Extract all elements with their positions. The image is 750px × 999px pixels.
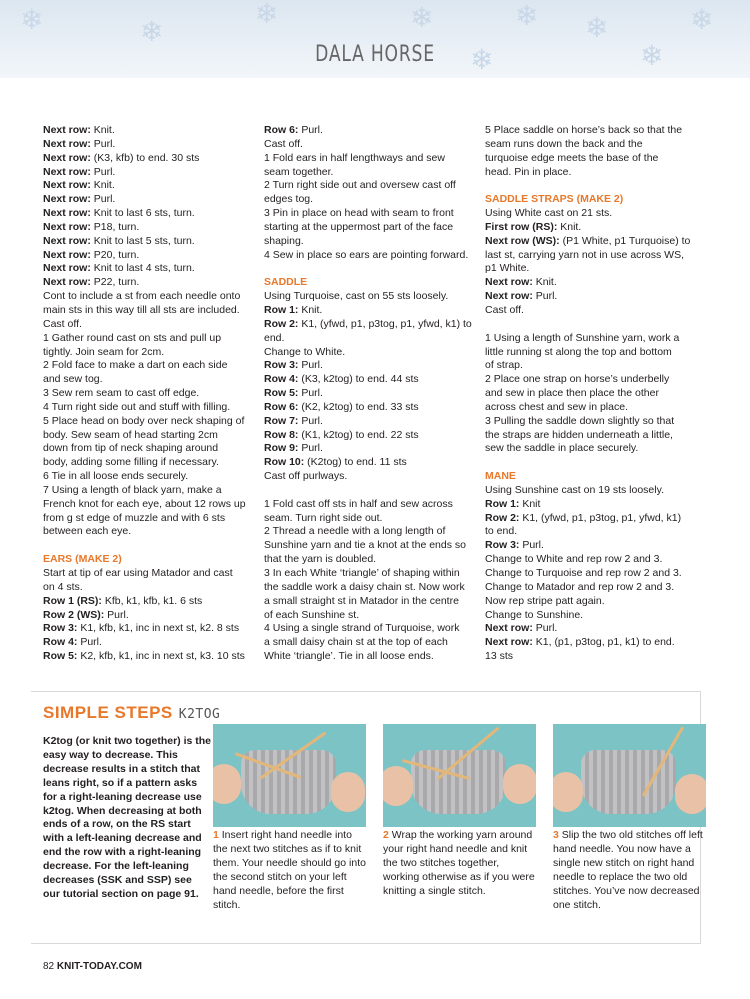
row-label: Next row: (485, 276, 533, 289)
pattern-line (264, 359, 479, 373)
pattern-line (264, 221, 479, 235)
pattern-line (485, 429, 715, 443)
row-label: First row (RS): (485, 220, 558, 233)
pattern-line (485, 539, 715, 553)
row-text: (K1, k2tog) to end. 22 sts (298, 428, 419, 441)
row-label: Next row: (43, 165, 91, 178)
simple-steps-title: SIMPLE STEPS K2TOG (43, 703, 221, 722)
section-heading: MANE (485, 470, 516, 483)
row-text: Purl. (532, 290, 558, 303)
row-text: 5 Place saddle on horse’s back so that the (485, 124, 683, 136)
row-text: seam. Turn right side out. (264, 511, 383, 524)
row-text: little running st along the top and bottom (485, 345, 672, 358)
row-text: 6 Tie in all loose ends securely. (43, 470, 189, 483)
row-label: Next row: (43, 179, 91, 192)
row-text: body. Sew seam of head starting 2cm (43, 428, 218, 441)
row-text: Purl. (298, 359, 323, 372)
pattern-column-2 (264, 124, 479, 664)
pattern-line (485, 290, 715, 304)
row-text: (K2tog) to end. 11 sts (304, 456, 407, 469)
row-text: Change to White and rep row 2 and 3. (485, 553, 663, 566)
row-label: Row 2 (WS): (43, 608, 105, 621)
row-text: Knit to last 5 sts, turn. (90, 234, 195, 247)
row-text: a small daisy chain st at the top of each (264, 636, 448, 649)
row-text: Purl. (90, 193, 116, 206)
snowflake-icon: ❄ (20, 4, 44, 35)
row-text: between each eye. (43, 525, 132, 538)
pattern-line (264, 138, 479, 152)
row-text: main sts in this way till all sts are included. (43, 303, 240, 316)
pattern-line (43, 179, 258, 193)
pattern-line (43, 498, 258, 512)
pattern-line (264, 249, 479, 263)
pattern-line (264, 235, 479, 249)
row-label: Row 5: (43, 650, 78, 663)
row-text: K2, kfb, k1, inc in next st, k3. 10 sts (77, 650, 245, 663)
row-label: Row 3: (264, 359, 299, 372)
row-label: Row 10: (264, 456, 305, 469)
pattern-line (43, 276, 258, 290)
pattern-line (43, 429, 258, 443)
row-label: Row 8: (264, 428, 299, 441)
pattern-line (264, 456, 479, 470)
pattern-line (485, 567, 715, 581)
pattern-line (485, 152, 715, 166)
pattern-line (43, 221, 258, 235)
row-label: Row 4: (43, 636, 78, 649)
pattern-line (485, 581, 715, 595)
row-label: Next row (WS): (485, 234, 560, 247)
row-text: Purl. (77, 636, 102, 649)
pattern-line (43, 262, 258, 276)
row-label: Next row: (43, 193, 91, 206)
pattern-line (43, 622, 258, 636)
row-label: Next row: (485, 636, 533, 649)
pattern-line (485, 512, 715, 526)
step-3-caption: 3 Slip the two old stitches off left hand needle. You now have a single new stitch on right hand needle to replace the two old stitches. You’ve now decreased one stitch. (553, 829, 703, 911)
pattern-line (264, 179, 479, 193)
row-text: Knit. (557, 220, 582, 233)
row-text: Knit. (532, 276, 557, 289)
row-label: Row 7: (264, 414, 299, 427)
pattern-line (43, 387, 258, 401)
pattern-line (485, 276, 715, 290)
row-label: Next row: (485, 622, 533, 635)
row-text: 5 Place head on body over neck shaping of (43, 414, 245, 427)
row-text: body, adding some filling if necessary. (43, 456, 219, 469)
row-text: (K3, k2tog) to end. 44 sts (298, 373, 419, 386)
row-text: French knot for each eye, about 12 rows up (43, 497, 246, 510)
pattern-line (485, 525, 715, 539)
page-header (0, 0, 750, 78)
row-text: 4 Turn right side out and stuff with filling. (43, 400, 231, 413)
page-footer (43, 961, 142, 972)
pattern-line (43, 152, 258, 166)
pattern-line (43, 359, 258, 373)
pattern-line (43, 290, 258, 304)
row-text: 1 Gather round cast on sts and pull up (43, 331, 222, 344)
spacer (264, 484, 479, 498)
row-text: Cast off purlways. (264, 470, 348, 483)
row-text: P20, turn. (90, 248, 140, 261)
pattern-line (485, 332, 715, 346)
row-text: 13 sts (485, 650, 514, 663)
snowflake-icon: ❄ (140, 16, 164, 47)
pattern-line (485, 235, 715, 249)
snowflake-icon: ❄ (255, 0, 279, 29)
pattern-line (485, 498, 715, 512)
row-text: 7 Using a length of black yarn, make a (43, 483, 222, 496)
pattern-line (485, 138, 715, 152)
row-label: Next row: (485, 290, 533, 303)
row-label: Row 3: (43, 622, 78, 635)
pattern-line (485, 304, 715, 318)
row-text: 1 Using a length of Sunshine yarn, work a (485, 331, 680, 344)
pattern-line (43, 401, 258, 415)
pattern-line (264, 318, 479, 332)
pattern-line (485, 401, 715, 415)
row-label: Row 6: (264, 400, 299, 413)
row-text: K1, (p1, p3tog, p1, k1) to end. (532, 636, 675, 649)
pattern-line (43, 581, 258, 595)
pattern-line (264, 622, 479, 636)
snowflake-icon: ❄ (515, 0, 539, 31)
section-heading: SADDLE (264, 276, 308, 289)
pattern-line (43, 138, 258, 152)
row-text: 3 Sew rem seam to cast off edge. (43, 387, 200, 400)
row-text: Change to Sunshine. (485, 608, 584, 621)
pattern-column-3 (485, 124, 715, 664)
row-text: of strap. (485, 359, 523, 372)
pattern-line (264, 636, 479, 650)
row-text: seam together. (264, 165, 334, 178)
pattern-line (485, 595, 715, 609)
row-text: P18, turn. (90, 220, 140, 233)
row-text: Change to Turquoise and rep row 2 and 3. (485, 567, 682, 579)
row-text: Knit. (298, 303, 323, 316)
pattern-line (43, 318, 258, 332)
row-label: Next row: (43, 234, 91, 247)
pattern-line (485, 553, 715, 567)
row-label: Next row: (43, 276, 91, 289)
pattern-line (43, 193, 258, 207)
row-text: 2 Place one strap on horse’s underbelly (485, 373, 670, 386)
pattern-line (264, 525, 479, 539)
row-text: 3 In each White ‘triangle’ of shaping within (264, 567, 460, 579)
pattern-line (43, 470, 258, 484)
row-label: Row 1: (485, 497, 520, 510)
row-text: sew the saddle in place securely. (485, 442, 639, 455)
row-text: Purl. (90, 137, 116, 150)
row-text: 3 Pulling the saddle down slightly so that (485, 414, 675, 427)
pattern-line (485, 484, 715, 498)
row-label: Next row: (43, 137, 91, 150)
row-text: Start at tip of ear using Matador and cast (43, 567, 233, 579)
row-label: Row 1: (264, 303, 299, 316)
pattern-line (264, 332, 479, 346)
row-text: Using White cast on 21 sts. (485, 207, 613, 220)
pattern-line (264, 415, 479, 429)
pattern-line (264, 193, 479, 207)
row-text: of each Sunshine st. (264, 608, 360, 621)
row-text: Purl. (298, 442, 323, 455)
row-text: K1, (yfwd, p1, p3tog, p1, yfwd, k1) (519, 511, 682, 524)
pattern-line (264, 595, 479, 609)
row-text: P22, turn. (90, 276, 140, 289)
pattern-line (264, 207, 479, 221)
row-label: Next row: (43, 220, 91, 233)
row-text: K1, kfb, k1, inc in next st, k2. 8 sts (77, 622, 240, 635)
row-text: to end. (485, 525, 518, 538)
row-text: tightly. Join seam for 2cm. (43, 345, 165, 358)
row-label: Row 4: (264, 373, 299, 386)
spacer (485, 456, 715, 470)
row-text: 2 Turn right side out and oversew cast off (264, 179, 456, 192)
row-label: Next row: (43, 124, 91, 136)
pattern-line (485, 346, 715, 360)
row-text: turquoise edge meets the base of the (485, 151, 659, 164)
row-text: (P1 White, p1 Turquoise) to (559, 234, 691, 247)
row-text: head. Pin in place. (485, 165, 572, 178)
row-label: Row 1 (RS): (43, 594, 102, 607)
pattern-column-1 (43, 124, 258, 664)
row-text: end. (264, 331, 285, 344)
pattern-line (264, 152, 479, 166)
row-text: Cast off. (485, 303, 524, 316)
pattern-line (264, 650, 479, 664)
step-3-photo (553, 724, 706, 827)
row-text: starting at the uppermost part of the face (264, 220, 454, 233)
step-2-photo (383, 724, 536, 827)
row-text: from g st edge of muzzle and with 6 sts (43, 511, 226, 524)
step-2-caption: 2 Wrap the working yarn around your right hand needle and knit the two stitches together, working otherwise as if you were knitting a single stitch. (383, 829, 535, 897)
pattern-line (43, 650, 258, 664)
pattern-line (264, 539, 479, 553)
row-text: Knit to last 4 sts, turn. (90, 262, 195, 275)
row-label: Row 2: (264, 317, 299, 330)
row-label: Row 3: (485, 539, 520, 552)
pattern-line (264, 581, 479, 595)
row-text: Kfb, k1, kfb, k1. 6 sts (101, 594, 203, 607)
row-text: Purl. (298, 387, 323, 400)
pattern-line (264, 553, 479, 567)
row-text: 2 Thread a needle with a long length of (264, 525, 446, 538)
row-text: Knit. (90, 124, 115, 136)
pattern-line (485, 442, 715, 456)
row-label: Next row: (43, 207, 91, 220)
pattern-line (485, 650, 715, 664)
row-text: Change to Matador and rep row 2 and 3. (485, 580, 675, 593)
row-text: Knit to last 6 sts, turn. (90, 207, 195, 220)
row-text: p1 White. (485, 262, 530, 275)
row-label: Row 2: (485, 511, 520, 524)
pattern-line (264, 124, 479, 138)
snowflake-icon: ❄ (690, 4, 714, 35)
pattern-line (485, 415, 715, 429)
row-text: 4 Using a single strand of Turquoise, work (264, 622, 460, 635)
row-label: Next row: (43, 248, 91, 261)
row-text: that the yarn is doubled. (264, 553, 377, 566)
row-text: Cont to include a st from each needle onto (43, 290, 241, 303)
pattern-line (43, 512, 258, 526)
row-text: K1, (yfwd, p1, p3tog, p1, yfwd, k1) to (298, 317, 472, 330)
pattern-line (264, 470, 479, 484)
row-label: Row 9: (264, 442, 299, 455)
pattern-line (43, 595, 258, 609)
pattern-line (43, 609, 258, 623)
row-text: Now rep stripe patt again. (485, 594, 605, 607)
spacer (485, 179, 715, 193)
pattern-line (264, 373, 479, 387)
pattern-line (485, 221, 715, 235)
pattern-line (485, 622, 715, 636)
row-text: the saddle work a daisy chain st. Now work (264, 580, 465, 593)
pattern-line (43, 304, 258, 318)
pattern-line (43, 567, 258, 581)
page-title: DALA HORSE (315, 42, 435, 67)
pattern-line (43, 456, 258, 470)
pattern-line (43, 484, 258, 498)
row-text: Purl. (519, 539, 544, 552)
pattern-line (264, 166, 479, 180)
simple-steps-subtitle: K2TOG (178, 707, 221, 722)
row-text: Cast off. (43, 317, 82, 330)
pattern-line (264, 401, 479, 415)
pattern-line (43, 332, 258, 346)
snowflake-icon: ❄ (640, 40, 664, 71)
row-text: last st, carrying yarn not in use across WS, (485, 248, 684, 261)
row-text: 2 Fold face to make a dart on each side (43, 359, 228, 372)
row-text: 4 Sew in place so ears are pointing forward. (264, 248, 469, 261)
row-text: (K2, k2tog) to end. 33 sts (298, 400, 419, 413)
row-label: Next row: (43, 262, 91, 275)
pattern-line (43, 442, 258, 456)
pattern-line (264, 304, 479, 318)
row-text: Purl. (104, 608, 129, 621)
row-text: seam runs down the back and the (485, 137, 643, 150)
row-text: Knit (519, 497, 541, 510)
pattern-line (43, 636, 258, 650)
pattern-line (485, 373, 715, 387)
row-text: Purl. (298, 124, 323, 136)
row-label: Row 5: (264, 387, 299, 400)
pattern-line (43, 249, 258, 263)
pattern-line (43, 525, 258, 539)
spacer (43, 539, 258, 553)
row-label: Row 6: (264, 124, 299, 136)
row-text: and sew tog. (43, 373, 103, 386)
pattern-line (264, 512, 479, 526)
page-number: 82 (43, 961, 55, 972)
row-text: down from tip of neck shaping around (43, 442, 219, 455)
simple-steps-intro: K2tog (or knit two together) is the easy way to decrease. This decrease results in a stitch that leans right, so if a pattern asks for a right-leaning decrease use k2tog. When decreasing at both ends of a row, on the RS start with a left-leaning decrease and end the row with a right-leaning decrease. For the left-leaning decreases (SSK and SSP) see our tutorial section on page 91. (43, 735, 211, 900)
section-heading: SADDLE STRAPS (MAKE 2) (485, 193, 624, 206)
pattern-line (43, 235, 258, 249)
pattern-line (485, 207, 715, 221)
section-heading: EARS (MAKE 2) (43, 553, 122, 566)
pattern-line (264, 498, 479, 512)
row-text: Knit. (90, 179, 115, 192)
row-text: edges tog. (264, 193, 314, 206)
pattern-line (264, 346, 479, 360)
pattern-line (485, 636, 715, 650)
snowflake-icon: ❄ (410, 2, 434, 33)
pattern-line (485, 262, 715, 276)
pattern-line (43, 346, 258, 360)
pattern-line (264, 609, 479, 623)
pattern-line (485, 249, 715, 263)
row-text: shaping. (264, 234, 304, 247)
pattern-line (264, 429, 479, 443)
row-text: Cast off. (264, 137, 303, 150)
row-text: 3 Pin in place on head with seam to front (264, 207, 454, 220)
pattern-line (485, 359, 715, 373)
row-text: on 4 sts. (43, 580, 83, 593)
pattern-line (43, 207, 258, 221)
row-text: Purl. (90, 165, 116, 178)
row-text: (K3, kfb) to end. 30 sts (90, 151, 200, 164)
row-text: Purl. (298, 414, 323, 427)
pattern-line (485, 387, 715, 401)
pattern-line (485, 166, 715, 180)
spacer (485, 318, 715, 332)
row-label: Next row: (43, 151, 91, 164)
step-1-photo (213, 724, 366, 827)
spacer (264, 262, 479, 276)
row-text: Using Turquoise, cast on 55 sts loosely. (264, 290, 449, 303)
row-text: and sew in place then place the other (485, 387, 659, 400)
site-url[interactable]: KNIT-TODAY.COM (56, 961, 142, 972)
row-text: across chest and sew in place. (485, 400, 628, 413)
pattern-line (264, 567, 479, 581)
snowflake-icon: ❄ (585, 12, 609, 43)
pattern-line (43, 373, 258, 387)
row-text: White ‘triangle’. Tie in all loose ends. (264, 650, 434, 663)
pattern-line (264, 290, 479, 304)
pattern-line (43, 124, 258, 138)
row-text: a small straight st in Matador in the centre (264, 594, 459, 607)
pattern-line (264, 387, 479, 401)
row-text: 1 Fold cast off sts in half and sew across (264, 497, 453, 510)
step-1-caption: 1 Insert right hand needle into the next two stitches as if to knit them. Your needle should go into the second stitch on your left hand needle, before the first stitch. (213, 829, 366, 911)
row-text: Purl. (532, 622, 558, 635)
row-text: Sunshine yarn and tie a knot at the ends so (264, 539, 466, 552)
row-text: Change to White. (264, 345, 346, 358)
row-text: 1 Fold ears in half lengthways and sew (264, 151, 445, 164)
row-text: Using Sunshine cast on 19 sts loosely. (485, 483, 664, 496)
row-text: the straps are hidden underneath a little, (485, 428, 673, 441)
pattern-line (264, 442, 479, 456)
pattern-line (43, 415, 258, 429)
pattern-line (485, 609, 715, 623)
snowflake-icon: ❄ (470, 44, 494, 75)
pattern-line (43, 166, 258, 180)
pattern-line (485, 124, 715, 138)
